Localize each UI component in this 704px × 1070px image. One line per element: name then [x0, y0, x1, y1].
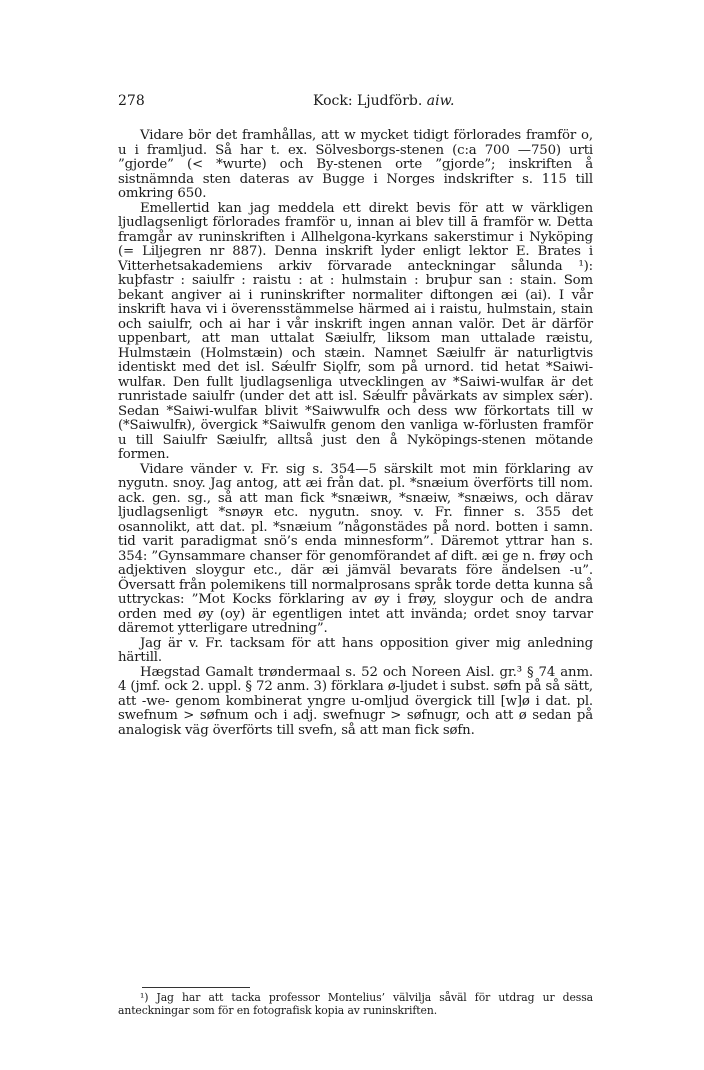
paragraph-4: Jag är v. Fr. tacksam för att hans opposition giver mig anledning härtill. [118, 635, 593, 665]
running-head [313, 92, 454, 110]
body-text [118, 129, 593, 738]
footnote-text: ¹) Jag har att tacka professor Montelius’ välvilja såväl för utdrag ur dessa anteckningar som för en fotografisk kopia av runinskriften. [118, 991, 593, 1017]
paragraph-1: Vidare bör det framhållas, att w mycket tidigt förlorades framför o, u i framljud. Så har t. ex. Sölvesborgs-stenen (c:a 700 —750) urti ”gjorde” (< *wurte) och By-stenen orte ”gjorde”; inskriften å sistnämnda sten dateras av Bugge i Norges indskrifter s. 115 till omkring 650. [118, 128, 593, 201]
running-head-author: Kock: Ljudförb. [313, 93, 423, 109]
footnote [118, 991, 593, 1017]
paragraph-2: Emellertid kan jag meddela ett direkt bevis för att w värkligen ljudlagsenligt förlorades framför u, innan ai blev till ā framför w. Detta framgår av runinskriften i Allhelgona-kyrkans sakerstimur i Nyköping (= Liljegren nr 887). Denna inskrift lyder enligt lektor E. Brates i Vitterhetsakademiens arkiv förvarade anteckningar sålunda ¹): kuþfastr : saiulfr : raistu : at : hulmstain : bruþur san : stain. Som bekant angiver ai i runinskrifter normaliter diftongen æi (ai). I vår inskrift hava vi i överensstämmelse härmed ai i raistu, hulmstain, stain och saiulfr, och ai har i vår inskrift ingen annan valör. Det är därför uppenbart, att man uttalat Sæiulfr, liksom man uttalade ræistu, Hulmstæin (Holmstæin) och stæin. Namnet Sæiulfr är naturligtvis identiskt med det isl. Sǽulfr Siǫlfr, som på urnord. tid hetat *Saiwi-wulfaʀ. Den fullt ljudlagsenliga utvecklingen av *Saiwi-wulfaʀ är det runristade saiulfr (under det att isl. Sǽulfr påvärkats av simplex sǽr). Sedan *Saiwi-wulfaʀ blivit *Saiwwulfʀ och dess ww förkortats till w (*Saiwulfʀ), övergick *Saiwulfʀ genom den vanliga w-förlusten framför u till Saiulfr Sæiulfr, alltså just den å Nyköpings-stenen mötande formen. [118, 200, 593, 462]
running-head-topic: aiw. [426, 93, 455, 109]
paragraph-3: Vidare vänder v. Fr. sig s. 354—5 särskilt mot min förklaring av nygutn. snoy. Jag antog, att æi från dat. pl. *snæium överförts till nom. ack. gen. sg., så att man fick *snæiwʀ, *snæiw, *snæiws, och därav ljudlagsenligt *snøyʀ etc. nygutn. snoy. v. Fr. finner s. 355 det osannolikt, att dat. pl. *snæium ”någonstädes på nord. botten i samn. tid varit paradigmat snö’s enda minnesform”. Däremot yttrar han s. 354: ”Gynsammare chanser för genomförandet af dift. æi ge n. frøy och adjektiven sloygur etc., där æi jämväl bevarats före ändelsen -u”. Översatt från polemikens till normalprosans språk torde detta kunna så uttryckas: ”Mot Kocks förklaring av øy i frøy, sloygur och de andra orden med øy (oy) är egentligen intet att invända; ordet snoy tarvar däremot ytterligare utredning”. [118, 461, 593, 636]
footnote-rule [142, 987, 250, 988]
paragraph-5: Hægstad Gamalt trøndermaal s. 52 och Noreen Aisl. gr.³ § 74 anm. 4 (jmf. ock 2. uppl. § 72 anm. 3) förklara ø-ljudet i subst. søfn på så sätt, att -we- genom kombinerat yngre u-omljud övergick till [w]ø i dat. pl. swefnum > søfnum och i adj. swefnugr > søfnugr, och att ø sedan på analogisk väg överförts till svefn, så att man fick søfn. [118, 664, 593, 738]
page-number: 278 [118, 93, 145, 109]
